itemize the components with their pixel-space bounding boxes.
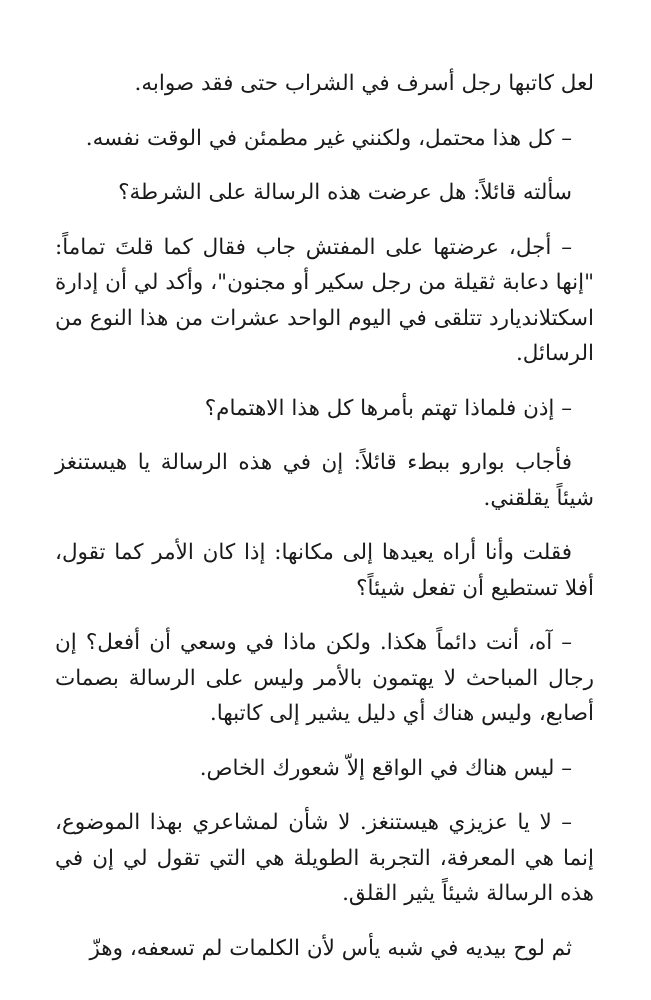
paragraph-3: سألته قائلاً: هل عرضت هذه الرسالة على الشرطة؟ xyxy=(118,180,572,205)
paragraph-5: – إذن فلماذا تهتم بأمرها كل هذا الاهتمام؟ xyxy=(204,395,572,421)
paragraph-6: فأجاب بوارو ببطء قائلاً: إن في هذه الرسالة يا هيستنغز شيئاً يقلقني. xyxy=(55,450,594,511)
paragraph-7: فقلت وأنا أراه يعيدها إلى مكانها: إذا كان الأمر كما تقول، أفلا تستطيع أن تفعل شيئاً؟ xyxy=(55,540,594,601)
paragraph-9: – ليس هناك في الواقع إلاّ شعورك الخاص. xyxy=(199,755,572,781)
paragraph-10: – لا يا عزيزي هيستنغز. لا شأن لمشاعري بهذا الموضوع، إنما هي المعرفة، التجربة الطويلة هي التي تقول لي إن في هذه الرسالة شيئاً يثير القلق. xyxy=(55,810,594,906)
paragraph-2: – كل هذا محتمل، ولكنني غير مطمئن في الوقت نفسه. xyxy=(85,125,572,151)
paragraph-1: لعل كاتبها رجل أسرف في الشراب حتى فقد صوابه. xyxy=(134,71,594,96)
paragraph-11: ثم لوح بيديه في شبه يأس لأن الكلمات لم تسعفه، وهزّ xyxy=(89,935,572,961)
book-page xyxy=(55,66,594,985)
paragraph-4: – أجل، عرضتها على المفتش جاب فقال كما قلتَ تماماً: "إنها دعابة ثقيلة من رجل سكير أو مجنون"، وأكد لي أن إدارة اسكتلانديارد تتلقى في اليوم الواحد عشرات من هذا النوع من الرسائل. xyxy=(55,234,594,366)
paragraph-8: – آه، أنت دائماً هكذا. ولكن ماذا في وسعي أن أفعل؟ إن رجال المباحث لا يهتمون بالأمر وليس على الرسالة بصمات أصابع، وليس هناك أي دليل يشير إلى كاتبها. xyxy=(55,630,594,726)
